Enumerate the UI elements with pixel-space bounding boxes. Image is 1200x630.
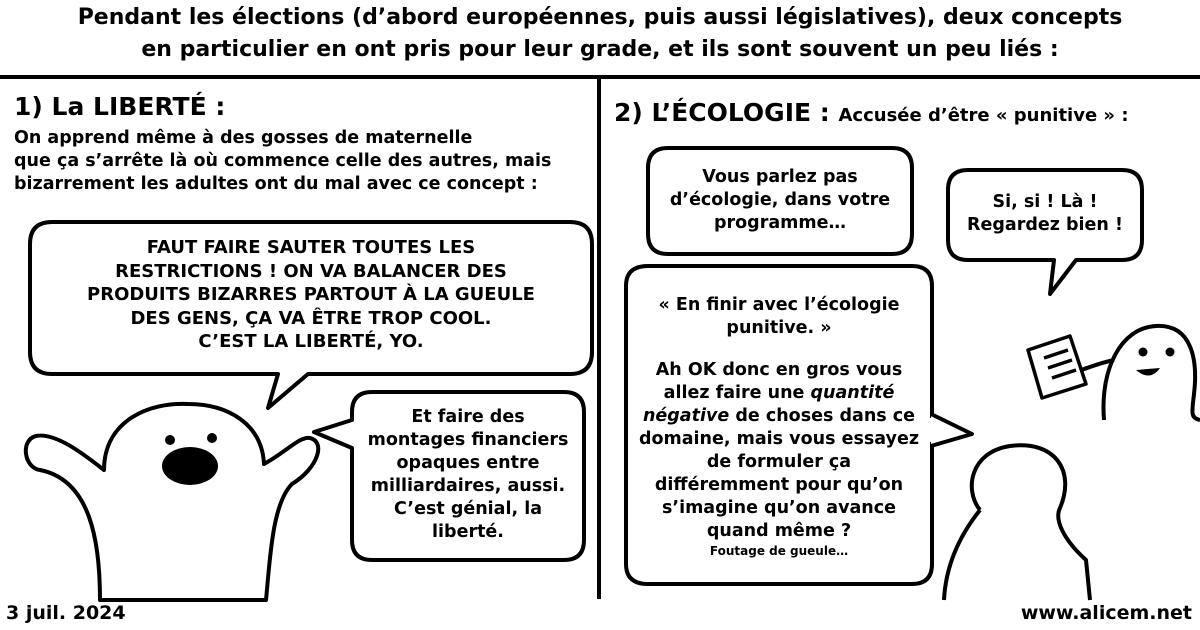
bubble-tail-long — [931, 414, 972, 446]
site-link[interactable]: www.alicem.net — [1020, 602, 1192, 624]
right-eye — [207, 433, 217, 443]
comic-title: Pendant les élections (d’abord européennes, puis aussi législatives), deux concepts en particulier en ont pris pour leur grade, et ils sont souvent un peu liés : — [77, 5, 1123, 62]
character-right — [1076, 326, 1200, 420]
paper-icon — [1028, 336, 1086, 398]
bubble-answer-text: Si, si ! Là ! Regardez bien ! — [967, 192, 1123, 235]
bubble-question-text: Vous parlez pas d’écologie, dans votre programme… — [669, 167, 891, 233]
character-left — [26, 404, 318, 600]
bubble-side-text: Et faire des montages financiers opaques entre milliardaires, aussi. C’est génial, la liberté. — [367, 407, 569, 542]
panel-left-intro: On apprend même à des gosses de maternelle que ça s’arrête là où commence celle des autres, mais bizarrement les adultes ont du mal avec ce concept : — [14, 128, 552, 194]
bubble-main-text: FAUT FAIRE SAUTER TOUTES LES RESTRICTIONS ! ON VA BALANCER DES PRODUITS BIZARRES PARTOUT À LA GUEULE DES GENS, ÇA VA ÊTRE TROP COOL. C’EST LA LIBERTÉ, YO. — [87, 237, 535, 352]
publish-date: 3 juil. 2024 — [6, 602, 126, 624]
panel-right-heading: 2) L’ÉCOLOGIE : Accusée d’être « punitive » : — [614, 98, 1129, 127]
open-mouth — [162, 447, 218, 485]
left-eye — [165, 435, 175, 445]
bubble-long-text: « En finir avec l’écologie punitive. » Ah OK donc en gros vous allez faire une quantité négative de choses dans ce domaine, mais vous essayez de formuler ça différemment pour qu’on s’imagine qu’on avance quand même ? Foutage de gueule… — [638, 295, 920, 558]
panel-left-heading: 1) La LIBERTÉ : — [14, 92, 226, 121]
character-back-head — [972, 445, 1090, 600]
